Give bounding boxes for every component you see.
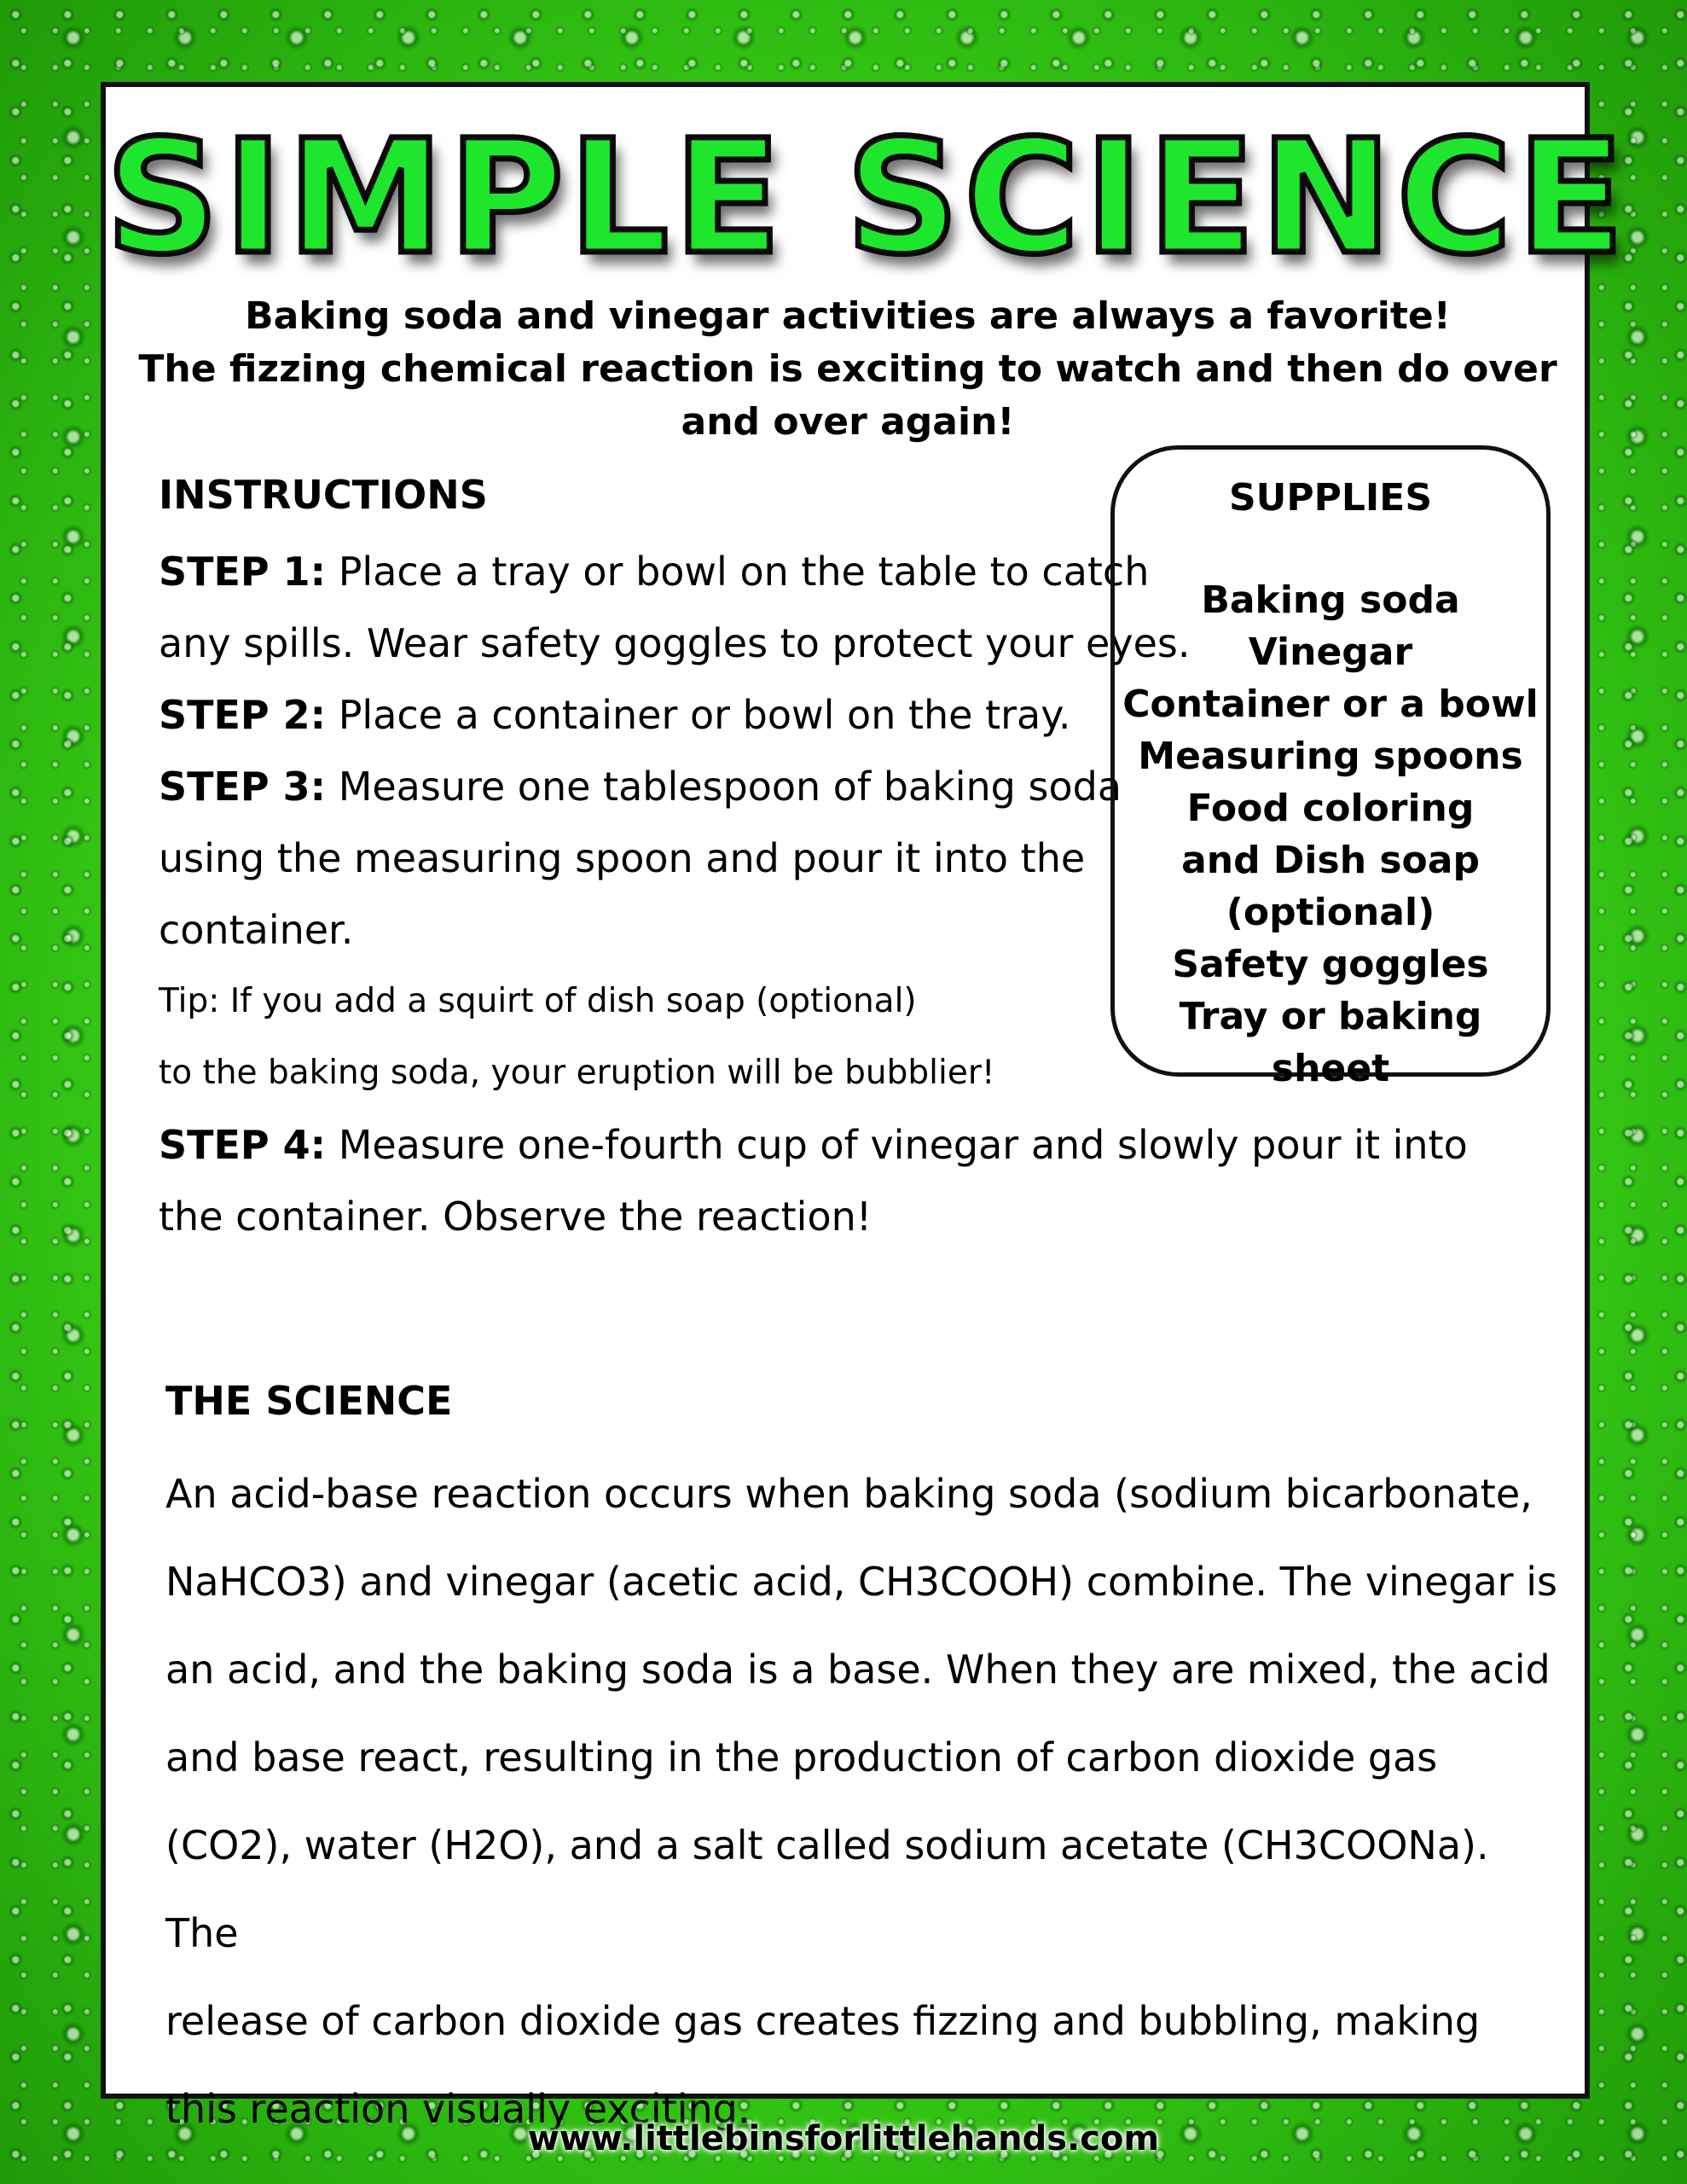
intro-line-2: The fizzing chemical reaction is exciting to watch and then do over and over again! (138, 347, 1557, 444)
science-line: an acid, and the baking soda is a base. When they are mixed, the acid (165, 1647, 1551, 1693)
supply-item: Measuring spoons (1138, 735, 1523, 778)
footer-url[interactable]: www.littlebinsforlittlehands.com (527, 2119, 1160, 2158)
science-line: An acid-base reaction occurs when baking soda (sodium bicarbonate, (165, 1471, 1533, 1517)
science-section (165, 1375, 1564, 2153)
page-title: SIMPLE SCIENCE (106, 107, 1630, 289)
step-3-text: Measure one tablespoon of baking soda using the measuring spoon and pour it into the container. (159, 764, 1122, 953)
supply-item: Tray or baking sheet (1179, 995, 1482, 1090)
science-line: this reaction visually exciting. (165, 2086, 751, 2132)
step-4 (159, 1109, 1540, 1252)
supply-item: Baking soda (1201, 578, 1460, 622)
tip-line-1: Tip: If you add a squirt of dish soap (optional) (159, 982, 917, 1020)
step-1-text: Place a tray or bowl on the table to catch any spills. Wear safety goggles to protect your eyes. (159, 549, 1191, 666)
supply-item: Container or a bowl (1122, 682, 1539, 726)
supply-item: Safety goggles (1172, 943, 1489, 986)
step-4-label: STEP 4: (159, 1122, 327, 1168)
step-1-label: STEP 1: (159, 549, 327, 595)
intro-line-1: Baking soda and vinegar activities are always a favorite! (245, 294, 1451, 338)
supply-item: and Dish soap (1181, 839, 1480, 882)
supply-item: (optional) (1226, 891, 1435, 934)
tip-line-2: to the baking soda, your eruption will be bubblier! (159, 1054, 995, 1092)
science-heading: THE SCIENCE (165, 1378, 453, 1424)
instructions-heading: INSTRUCTIONS (159, 472, 488, 518)
step-1 (159, 536, 1216, 679)
step-2-text: Place a container or bowl on the tray. (338, 692, 1071, 738)
science-line: release of carbon dioxide gas creates fizzing and bubbling, making (165, 1998, 1481, 2044)
science-line: (CO2), water (H2O), and a salt called sodium acetate (CH3COONa). The (165, 1822, 1489, 1956)
supply-item: Food coloring (1186, 787, 1475, 830)
supply-item: Vinegar (1248, 630, 1413, 674)
science-line: NaHCO3) and vinegar (acetic acid, CH3COOH) combine. The vinegar is (165, 1559, 1557, 1605)
content-panel (101, 82, 1630, 2132)
science-line: and base react, resulting in the production of carbon dioxide gas (165, 1734, 1438, 1780)
supplies-heading: SUPPLIES (1228, 476, 1433, 520)
step-3 (159, 751, 1216, 966)
step-2-label: STEP 2: (159, 692, 327, 738)
intro-text (131, 290, 1564, 449)
supplies-box (1110, 445, 1551, 1090)
step-2 (159, 679, 1216, 751)
step-3-label: STEP 3: (159, 764, 327, 810)
step-4-text: Measure one-fourth cup of vinegar and slowly pour it into the container. Observe the reaction! (159, 1122, 1468, 1240)
